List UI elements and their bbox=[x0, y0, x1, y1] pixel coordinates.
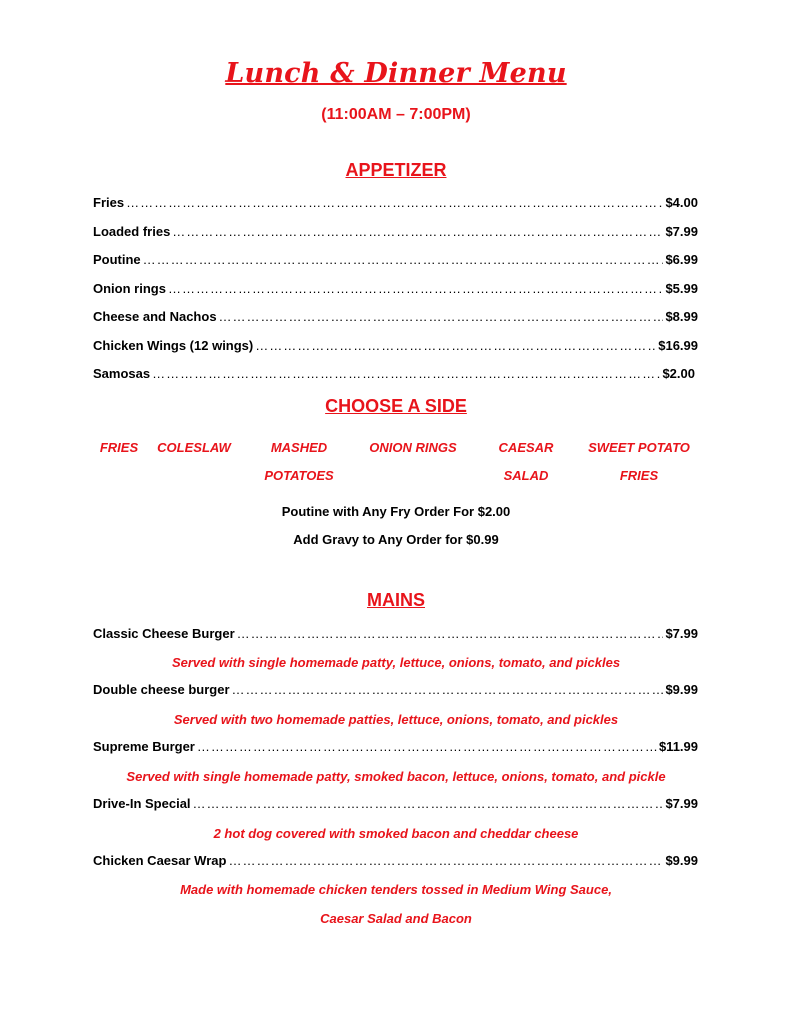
main-item bbox=[93, 682, 698, 702]
dot-leader bbox=[228, 853, 663, 868]
dot-leader bbox=[172, 224, 663, 239]
menu-title: Lunch & Dinner Menu bbox=[225, 58, 567, 89]
item-price: $4.00 bbox=[665, 195, 698, 210]
main-item-description: 2 hot dog covered with smoked bacon and cheddar cheese bbox=[213, 826, 579, 841]
side-option-line: MASHED bbox=[270, 440, 328, 455]
item-price: $7.99 bbox=[665, 224, 698, 239]
dot-leader bbox=[197, 739, 657, 754]
item-price: $6.99 bbox=[665, 252, 698, 267]
item-name: Samosas bbox=[93, 366, 151, 381]
item-name: Onion rings bbox=[93, 281, 166, 296]
dot-leader bbox=[237, 626, 664, 641]
dot-leader bbox=[193, 796, 664, 811]
appetizer-item bbox=[93, 195, 698, 215]
item-name: Poutine bbox=[93, 252, 141, 267]
item-name: Double cheese burger bbox=[93, 682, 230, 697]
appetizer-item bbox=[93, 224, 698, 244]
appetizer-item bbox=[93, 366, 695, 386]
menu-hours: (11:00AM – 7:00PM) bbox=[321, 106, 471, 123]
item-price: $8.99 bbox=[665, 309, 698, 324]
main-item bbox=[93, 796, 698, 816]
side-option-line: COLESLAW bbox=[157, 440, 231, 455]
side-option bbox=[90, 434, 148, 462]
side-option bbox=[360, 434, 466, 462]
side-option-line: SWEET POTATO bbox=[588, 440, 690, 455]
dot-leader bbox=[152, 366, 660, 381]
item-name: Chicken Caesar Wrap bbox=[93, 853, 227, 868]
item-name: Drive-In Special bbox=[93, 796, 191, 811]
main-item bbox=[93, 626, 698, 646]
item-price: $7.99 bbox=[665, 796, 698, 811]
side-option-line: SALAD bbox=[503, 468, 549, 483]
item-name: Cheese and Nachos bbox=[93, 309, 217, 324]
poutine-note: Poutine with Any Fry Order For $2.00 bbox=[281, 504, 511, 519]
side-option bbox=[490, 434, 562, 490]
item-price: $16.99 bbox=[658, 338, 698, 353]
dot-leader bbox=[168, 281, 664, 296]
side-option bbox=[256, 434, 342, 490]
item-name: Supreme Burger bbox=[93, 739, 195, 754]
main-item-description: Served with single homemade patty, smoked bacon, lettuce, onions, tomato, and pickle bbox=[126, 769, 666, 784]
side-option bbox=[152, 434, 236, 462]
appetizer-heading: APPETIZER bbox=[345, 160, 447, 180]
dot-leader bbox=[143, 252, 664, 267]
side-option-line: FRIES bbox=[99, 440, 139, 455]
side-option-line: POTATOES bbox=[264, 468, 334, 483]
item-name: Chicken Wings (12 wings) bbox=[93, 338, 254, 353]
dot-leader bbox=[126, 195, 663, 210]
appetizer-item bbox=[93, 338, 698, 358]
side-option-line: FRIES bbox=[619, 468, 659, 483]
item-name: Loaded fries bbox=[93, 224, 171, 239]
item-price: $5.99 bbox=[665, 281, 698, 296]
dot-leader bbox=[219, 309, 664, 324]
mains-heading: MAINS bbox=[367, 590, 425, 610]
side-option bbox=[582, 434, 696, 490]
main-item bbox=[93, 853, 698, 873]
item-price: $11.99 bbox=[658, 739, 698, 754]
item-price: $9.99 bbox=[665, 853, 698, 868]
side-option-line: ONION RINGS bbox=[369, 440, 457, 455]
gravy-note: Add Gravy to Any Order for $0.99 bbox=[293, 532, 499, 547]
item-name: Classic Cheese Burger bbox=[93, 626, 235, 641]
sides-heading: CHOOSE A SIDE bbox=[325, 396, 467, 416]
appetizer-item bbox=[93, 252, 698, 272]
main-item-description: Served with single homemade patty, lettuce, onions, tomato, and pickles bbox=[171, 655, 621, 670]
item-name: Fries bbox=[93, 195, 125, 210]
item-price: $9.99 bbox=[665, 682, 698, 697]
main-item-description: Served with two homemade patties, lettuce, onions, tomato, and pickles bbox=[173, 712, 619, 727]
main-item-description: Caesar Salad and Bacon bbox=[320, 911, 472, 926]
appetizer-item bbox=[93, 281, 698, 301]
side-option-line: CAESAR bbox=[498, 440, 554, 455]
dot-leader bbox=[232, 682, 664, 697]
dot-leader bbox=[255, 338, 656, 353]
main-item-description: Made with homemade chicken tenders tossed in Medium Wing Sauce, bbox=[180, 882, 612, 897]
item-price: $7.99 bbox=[665, 626, 698, 641]
appetizer-item bbox=[93, 309, 698, 329]
main-item bbox=[93, 739, 698, 759]
item-price: $2.00 bbox=[662, 366, 695, 381]
